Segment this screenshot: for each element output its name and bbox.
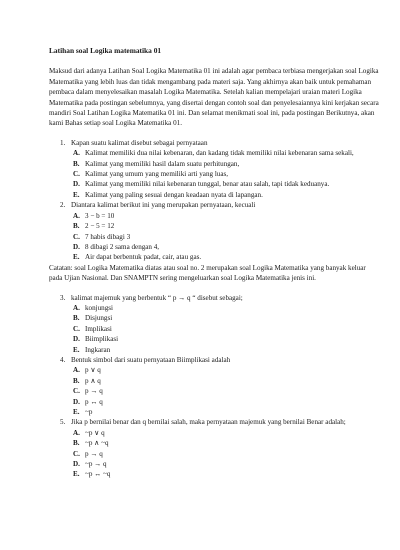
option-label: E.	[73, 470, 80, 479]
option-text: Implikasi	[85, 324, 112, 333]
option-text: ~p ∨ q	[85, 428, 105, 437]
option-item	[71, 324, 380, 334]
question-text: Diantara kalimat berikut ini yang merupakan pernyataan, kecuali	[71, 201, 256, 210]
question-list	[49, 138, 380, 263]
option-list	[71, 148, 380, 200]
option-label: A.	[73, 149, 80, 158]
option-label: A.	[73, 428, 80, 437]
option-item	[71, 190, 380, 200]
option-label: D.	[73, 460, 80, 469]
option-item	[71, 386, 380, 396]
option-label: B.	[73, 376, 80, 385]
option-text: Disjungsi	[85, 314, 113, 323]
option-text: Kalimat yang paling sesuai dengan keadaan nyata di lapangan.	[85, 190, 263, 199]
option-label: D.	[73, 180, 80, 189]
option-item	[71, 179, 380, 189]
question-number: 2.	[60, 201, 66, 210]
option-label: A.	[73, 366, 80, 375]
option-item	[71, 428, 380, 438]
question-text: Jika p bernilai benar dan q bernilai salah, maka pernyataan majemuk yang bernilai Benar adalah;	[71, 418, 346, 427]
option-item	[71, 242, 380, 252]
question-number: 1.	[60, 138, 66, 147]
question-list	[49, 293, 380, 480]
option-text: 2 − 5 = 12	[85, 222, 115, 231]
intro-paragraph: Maksud dari adanya Latihan Soal Logika Matematika 01 ini adalah agar pembaca terbiasa mengerjakan soal Logika Matematika yang lebih luas dan tidak mengambang pada materi saja. Yang akhirnya akan baik untuk pemahaman pembaca dalam menyelesaikan masalah Logika Matematika. Setelah kalian mempelajari uraian materi Logika Matematika pada postingan sebelumnya, yang disertai dengan contoh soal dan penyelesaiannya kini kerjakan secara mandiri Soal Latihan Logika Matematika 01 ini. Dan selamat menikmati soal ini, pada postingan Berikutnya, akan kami Bahas setiap soal Logika Matematika 01.	[49, 67, 379, 128]
option-label: E.	[73, 408, 80, 416]
question-item	[49, 138, 380, 200]
question-number: 4.	[60, 355, 66, 364]
option-label: B.	[73, 314, 80, 323]
option-label: C.	[73, 170, 80, 179]
option-label: E.	[73, 345, 80, 354]
option-label: C.	[73, 232, 80, 241]
option-label: C.	[73, 449, 80, 458]
option-text: Biimplikasi	[85, 335, 119, 344]
option-label: C.	[73, 324, 80, 333]
option-list	[71, 303, 380, 355]
option-label: E.	[73, 253, 80, 262]
option-item	[71, 148, 380, 158]
document-title: Latihan soal Logika matematika 01	[49, 46, 162, 55]
question-item	[49, 355, 380, 417]
option-text: p ∨ q	[85, 366, 101, 375]
option-item	[71, 469, 380, 479]
question-number: 5.	[60, 418, 66, 427]
option-label: D.	[73, 397, 80, 406]
option-text: Kalimat memiliki dua nilai kebenaran, dan kadang tidak memiliki nilai kebenaran sama sekali,	[85, 149, 354, 158]
option-text: ~p ↔ ~q	[85, 470, 111, 479]
question-item	[49, 293, 380, 355]
option-label: C.	[73, 387, 80, 396]
option-item	[71, 169, 380, 179]
option-text: Kalimat yang memiliki nilai kebenaran tunggal, benar atau salah, tapi tidak keduanya.	[85, 180, 330, 189]
option-text: 7 habis dibagi 3	[85, 232, 131, 241]
option-text: 3 − b = 10	[85, 211, 115, 220]
option-text: ~p	[85, 408, 93, 416]
option-text: p ∧ q	[85, 376, 101, 385]
option-item	[71, 252, 380, 262]
question-text: Bentuk simbol dari suatu pernyataan Biimplikasi adalah	[71, 355, 231, 364]
option-text: Kalimat yang memiliki hasil dalam suatu perhitungan,	[85, 159, 240, 168]
option-item	[71, 397, 380, 407]
option-item	[71, 334, 380, 344]
option-label: A.	[73, 211, 80, 220]
question-item	[49, 200, 380, 262]
option-item	[71, 232, 380, 242]
option-item	[71, 376, 380, 386]
question-text: Kapan suatu kalimat disebut sebagai pernyataan	[71, 138, 208, 147]
option-item	[71, 459, 380, 469]
option-label: B.	[73, 159, 80, 168]
option-text: p ↔ q	[85, 397, 103, 406]
option-list	[71, 365, 380, 417]
note-paragraph: Catatan: soal Logika Matematika diatas atau soal no. 2 merupakan soal Logika Matematika yang banyak keluar pada Ujian Nasional. Dan SNAMPTN sering mengeluarkan soal Logika Matematika jenis ini.	[49, 263, 366, 283]
option-item	[71, 449, 380, 459]
option-text: p → q	[85, 449, 103, 458]
option-text: Ingkaran	[85, 345, 111, 354]
option-list	[71, 211, 380, 263]
option-text: p → q	[85, 387, 103, 396]
option-label: B.	[73, 222, 80, 231]
option-label: D.	[73, 242, 80, 251]
option-text: 8 dibagi 2 sama dengan 4,	[85, 242, 160, 251]
option-text: Air dapat berbentuk padat, cair, atau gas.	[85, 253, 202, 262]
option-item	[71, 211, 380, 221]
option-item	[71, 313, 380, 323]
option-list	[71, 428, 380, 480]
option-label: B.	[73, 439, 80, 448]
option-text: Kalimat yang umum yang memiliki arti yang luas,	[85, 170, 229, 179]
question-item	[49, 417, 380, 479]
option-item	[71, 345, 380, 355]
question-number: 3.	[60, 293, 66, 302]
option-text: ~p ∧ ~q	[85, 439, 109, 448]
question-text: kalimat majemuk yang berbentuk “ p → q “ disebut sebagai;	[71, 293, 243, 302]
option-item	[71, 221, 380, 231]
option-text: ~p → q	[85, 460, 107, 469]
option-label: E.	[73, 190, 80, 199]
option-label: D.	[73, 335, 80, 344]
option-item	[71, 303, 380, 313]
option-item	[71, 438, 380, 448]
option-item	[71, 407, 380, 417]
option-item	[71, 365, 380, 375]
option-label: A.	[73, 303, 80, 312]
option-text: konjungsi	[85, 303, 113, 312]
option-item	[71, 159, 380, 169]
